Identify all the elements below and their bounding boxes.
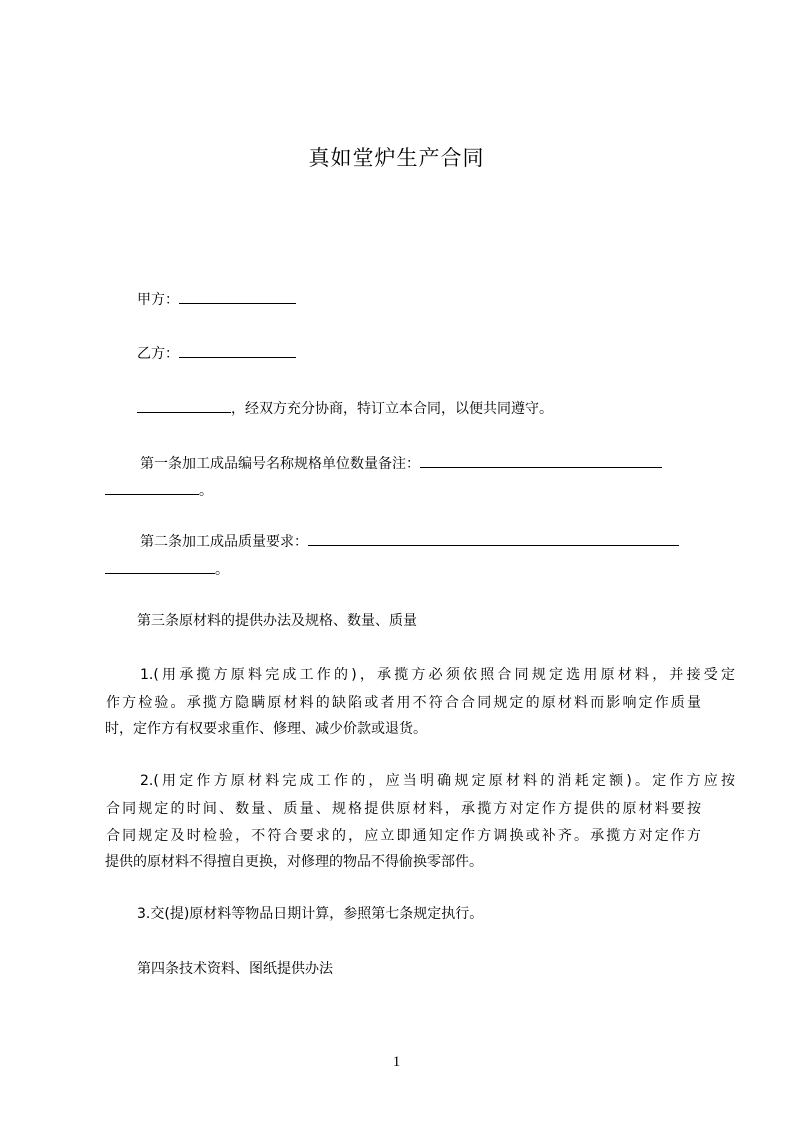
article3-item3: 3.交(提)原材料等物品日期计算，参照第七条规定执行。 <box>137 906 484 922</box>
article1-end: 。 <box>199 483 213 499</box>
article1-blank <box>420 451 662 468</box>
article3-item2-line2: 合同规定的时间、数量、质量、规格提供原材料，承揽方对定作方提供的原材料要按 <box>106 801 701 817</box>
article3-heading: 第三条原材料的提供办法及规格、数量、质量 <box>137 613 417 629</box>
party-b-label: 乙方： <box>137 346 179 362</box>
article1-label: 第一条加工成品编号名称规格单位数量备注： <box>140 456 420 472</box>
contract-title: 真如堂炉生产合同 <box>308 146 485 170</box>
article3-item2-line3: 合同规定及时检验，不符合要求的，应立即通知定作方调换或补齐。承揽方对定作方 <box>106 828 701 844</box>
article3-item1-line2: 作方检验。承揽方隐瞒原材料的缺陷或者用不符合合同规定的原材料而影响定作质量 <box>106 695 701 711</box>
article1-line1 <box>105 450 735 478</box>
article3-item1-line3: 时，定作方有权要求重作、修理、减少价款或退货。 <box>105 721 427 737</box>
party-b-blank <box>179 341 296 358</box>
article2-blank <box>308 529 679 546</box>
preamble-text: ，经双方充分协商，特订立本合同，以便共同遵守。 <box>231 401 553 417</box>
article3-item2-line4: 提供的原材料不得擅自更换，对修理的物品不得偷换零部件。 <box>105 854 483 870</box>
party-a-line <box>105 286 732 314</box>
article1-line2 <box>105 477 700 505</box>
article3-item1-line1: 1.(用承揽方原料完成工作的)，承揽方必须依照合同规定选用原材料，并接受定 <box>140 667 735 683</box>
article1-blank-cont <box>105 478 199 495</box>
article2-line1 <box>105 528 735 556</box>
preamble-blank <box>137 396 231 413</box>
party-a-label: 甲方： <box>137 292 179 308</box>
article2-blank-cont <box>105 557 215 574</box>
preamble-line <box>105 395 732 423</box>
party-a-blank <box>179 287 296 304</box>
page-number: 1 <box>392 1054 401 1070</box>
article3-item2-line1: 2.(用定作方原材料完成工作的，应当明确规定原材料的消耗定额)。定作方应按 <box>140 773 735 789</box>
article2-line2 <box>105 556 700 584</box>
party-b-line <box>105 340 732 368</box>
article2-end: 。 <box>215 562 229 578</box>
article2-label: 第二条加工成品质量要求： <box>140 534 308 550</box>
article4-heading: 第四条技术资料、图纸提供办法 <box>137 961 333 977</box>
